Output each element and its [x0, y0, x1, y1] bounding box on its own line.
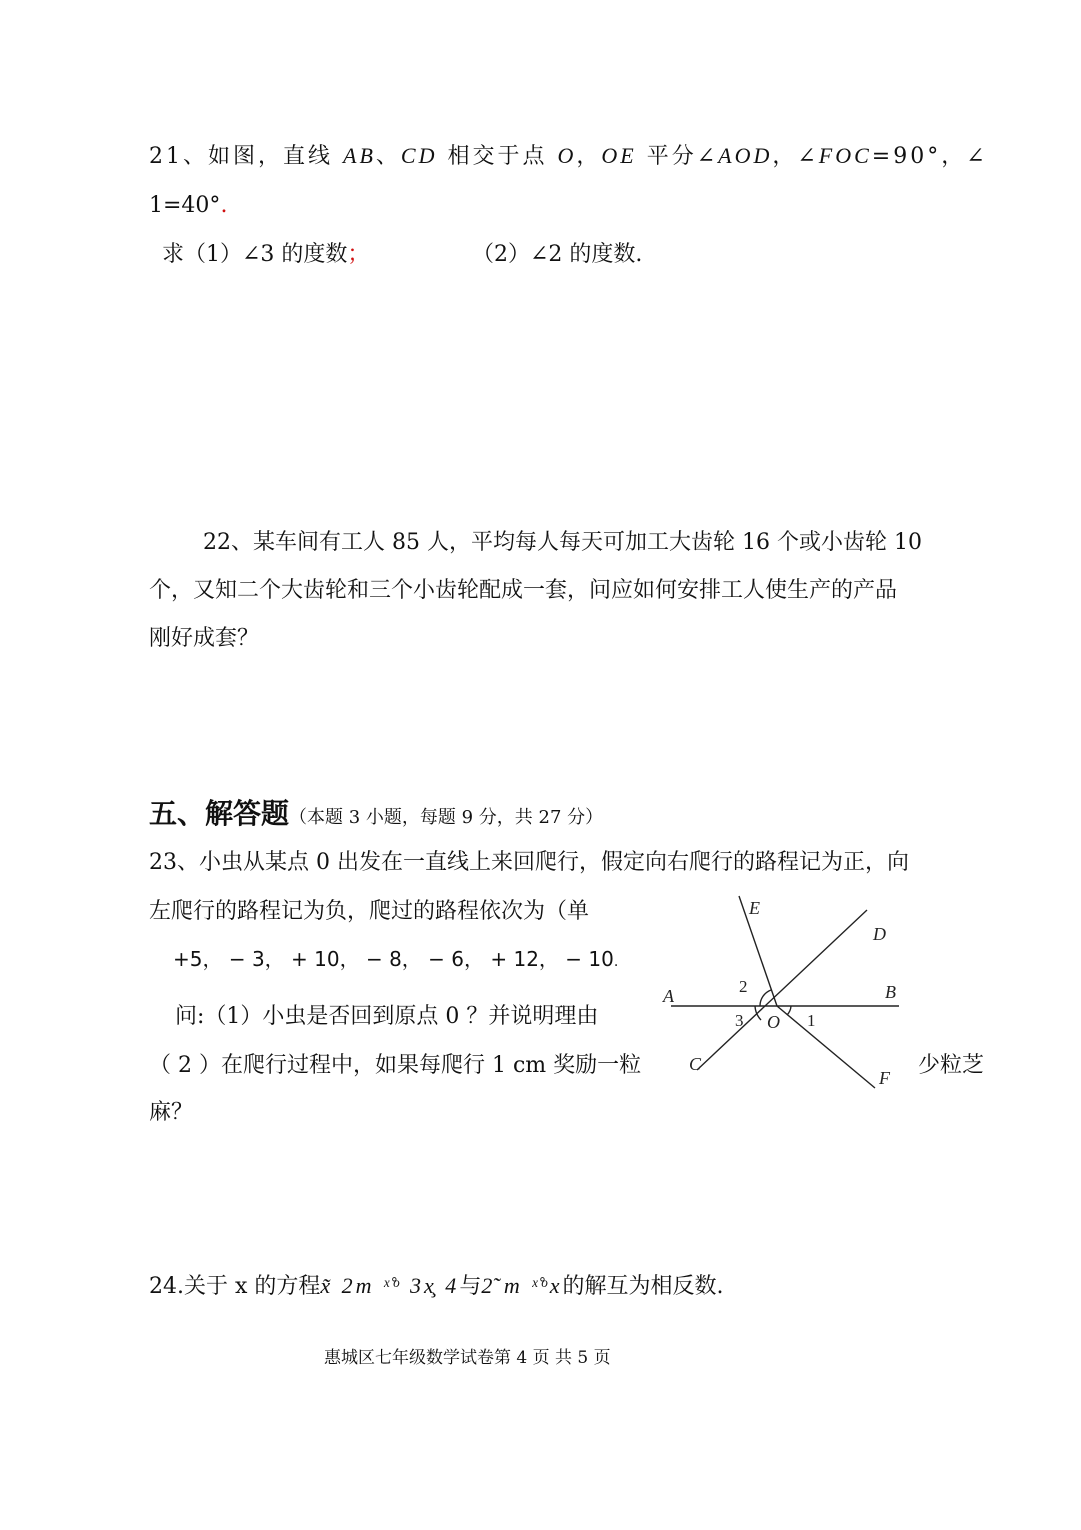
- q21-ask2: （2）∠2 的度数.: [472, 242, 643, 267]
- label-f: F: [879, 1068, 890, 1088]
- arc-angle-2: [760, 990, 771, 1006]
- q22-line3: 刚好成套？: [149, 626, 260, 651]
- label-o: O: [767, 1012, 780, 1032]
- q23-line5: 麻？: [149, 1100, 194, 1125]
- label-d: D: [873, 924, 886, 944]
- q21-line1: 21、如图，直线 AB、CD 相交于点 O，OE 平分∠AOD，∠FOC=90°，∠: [149, 143, 988, 169]
- label-c: C: [689, 1054, 702, 1074]
- label-angle-2: 2: [739, 977, 748, 996]
- q23-line4b: 少粒芝: [918, 1053, 985, 1078]
- q22-line2: 个，又知二个大齿轮和三个小齿轮配成一套，问应如何安排工人使生产的产品: [149, 578, 898, 603]
- label-a: A: [663, 986, 674, 1006]
- q23-line2: 左爬行的路程记为负，爬过的路程依次为（单: [149, 899, 590, 924]
- label-angle-3: 3: [735, 1011, 744, 1030]
- geometry-diagram: [655, 888, 915, 1098]
- section-title: 五、解答题: [149, 797, 290, 830]
- section-heading: [149, 792, 603, 832]
- q23-sequence: +5， − 3， + 10， − 8， − 6， + 12， − 10.: [173, 947, 619, 971]
- label-e: E: [749, 898, 760, 918]
- q23-line4a: （ 2 ）在爬行过程中，如果每爬行 1 cm 奖励一粒: [149, 1053, 642, 1078]
- ray-of: [777, 1006, 875, 1088]
- q23-line3: 问:（1）小虫是否回到原点 0 ？并说明理由: [175, 1004, 599, 1029]
- q23-line1: 23、小虫从某点 0 出发在一直线上来回爬行，假定向右爬行的路程记为正，向: [149, 850, 909, 875]
- arc-angle-1: [787, 1006, 791, 1015]
- geometry-figure: [655, 888, 915, 1098]
- line-cd: [697, 910, 867, 1070]
- q24-line: 24.关于 x 的方程x̃ 2m ˣ̊ᵒ 3x̧ 4与2̃ m ˣ̊ᵒx的解互为相反数.: [149, 1273, 724, 1299]
- q21-ask1: 求（1）∠3 的度数；: [162, 242, 370, 267]
- label-b: B: [885, 982, 896, 1002]
- page-footer: 惠城区七年级数学试卷第 4 页 共 5 页: [324, 1348, 611, 1368]
- section-note: （本题 3 小题，每题 9 分，共 27 分）: [289, 807, 604, 828]
- q21-line2: 1=40°.: [149, 193, 228, 218]
- q22-line1: 22、某车间有工人 85 人，平均每人每天可加工大齿轮 16 个或小齿轮 10: [203, 530, 922, 555]
- label-angle-1: 1: [807, 1011, 816, 1030]
